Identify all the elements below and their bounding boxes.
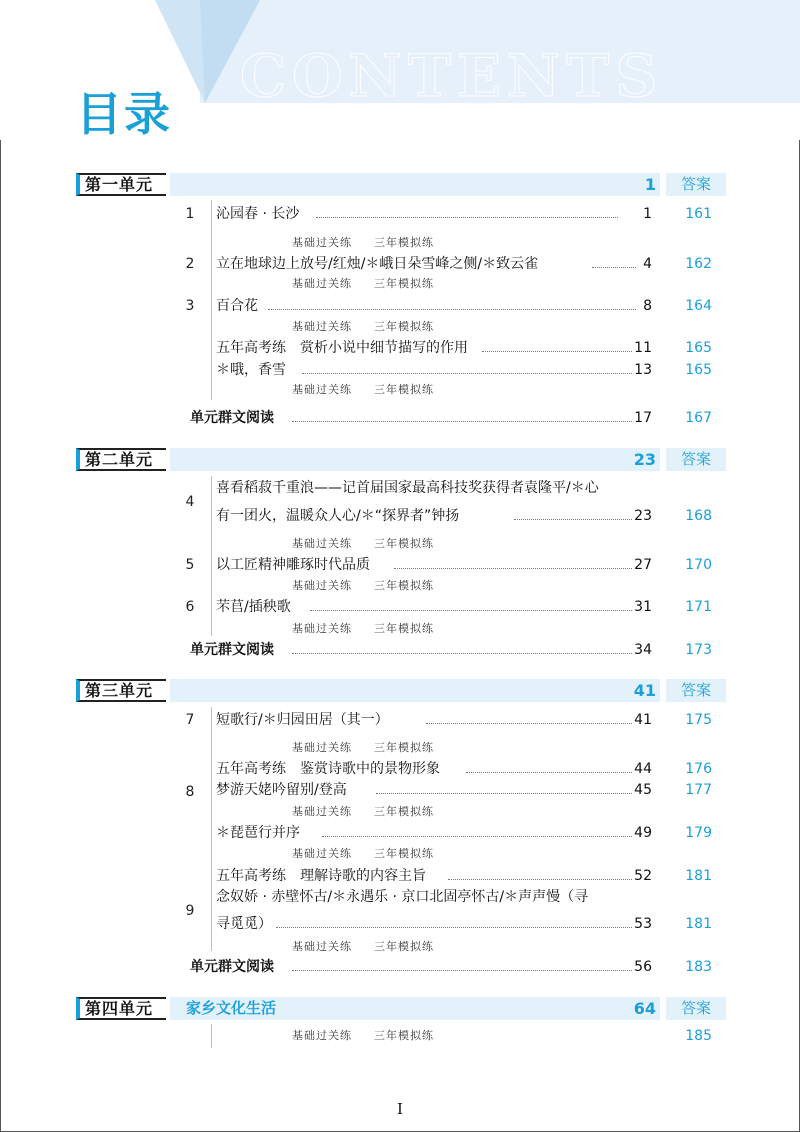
mock-practice-label: 三年模拟练 [374,622,434,635]
entry-page: 34 [634,642,652,658]
unit-page: 64 [633,999,656,1018]
lesson-number: 8 [185,784,195,800]
unit-header-3 [76,679,726,702]
answer-page: 181 [685,916,712,932]
entry-page: 41 [634,712,652,728]
practice-labels [292,236,456,250]
mock-practice-label: 三年模拟练 [374,940,434,953]
entry-page: 13 [634,362,652,378]
unit-header-1 [76,173,726,196]
toc-entry[interactable] [180,780,728,800]
basic-practice-label: 基础过关练 [292,579,352,592]
mock-practice-label: 三年模拟练 [374,236,434,249]
practice-labels [292,383,456,397]
toc-entry[interactable] [180,887,728,933]
answer-page: 167 [685,410,712,426]
basic-practice-label: 基础过关练 [292,537,352,550]
basic-practice-label: 基础过关练 [292,847,352,860]
unit-page: 41 [633,681,656,700]
answer-page: 173 [685,642,712,658]
unit-subtitle: 家乡文化生活 [186,999,277,1017]
entry-page: 52 [634,868,652,884]
mock-practice-label: 三年模拟练 [374,1029,434,1042]
answer-label: 答案 [666,173,726,196]
entry-title: 单元群文阅读 [190,410,274,426]
answer-page: 168 [685,508,712,524]
toc-entry[interactable] [180,204,728,224]
toc-entry[interactable] [180,1026,728,1046]
basic-practice-label: 基础过关练 [292,383,352,396]
answer-page: 183 [685,959,712,975]
leader-dots [292,421,632,422]
answer-page: 171 [685,599,712,615]
unit-name: 第一单元 [76,173,166,196]
entry-page: 23 [634,508,652,524]
entry-page: 45 [634,782,652,798]
answer-label: 答案 [666,997,726,1020]
leader-dots [482,351,632,352]
leader-dots [276,927,632,928]
entry-title-continued: 寻觅觅） [216,916,272,932]
mock-practice-label: 三年模拟练 [374,537,434,550]
practice-labels [292,940,456,954]
leader-dots [514,519,632,520]
toc-entry[interactable] [180,478,728,524]
answer-label: 答案 [666,679,726,702]
answer-label: 答案 [666,448,726,471]
toc-entry[interactable] [180,254,728,274]
answer-page: 177 [685,782,712,798]
answer-page: 176 [685,761,712,777]
contents-watermark: CONTENTS [240,42,664,110]
leader-dots [426,723,632,724]
answer-page: 175 [685,712,712,728]
leader-dots [292,970,632,971]
entry-page: 17 [634,410,652,426]
mock-practice-label: 三年模拟练 [374,847,434,860]
toc-entry[interactable] [180,408,728,428]
answer-page: 165 [685,362,712,378]
mock-practice-label: 三年模拟练 [374,383,434,396]
entry-title: 以工匠精神雕琢时代品质 [216,557,370,573]
toc-entry[interactable] [180,597,728,617]
entry-title: 单元群文阅读 [190,642,274,658]
unit-name: 第三单元 [76,679,166,702]
answer-page: 185 [685,1028,712,1044]
lesson-number: 6 [185,599,195,615]
unit-bar [170,679,660,702]
answer-page: 161 [685,206,712,222]
entry-page: 27 [634,557,652,573]
leader-dots [466,772,632,773]
basic-practice-label: 基础过关练 [292,236,352,249]
entry-title: 五年高考练 鉴赏诗歌中的景物形象 [216,761,440,777]
toc-entry[interactable] [180,759,728,779]
practice-labels [292,579,456,593]
entry-title-continued: 有一团火，温暖众人心/＊“探界者”钟扬 [216,508,460,524]
entry-title: 沁园春 · 长沙 [216,206,300,222]
basic-practice-label: 基础过关练 [292,940,352,953]
entry-title: ＊哦，香雪 [216,362,286,378]
leader-dots [448,879,632,880]
toc-entry[interactable] [180,957,728,977]
unit-header-2 [76,448,726,471]
lesson-number: 9 [185,903,195,919]
leader-dots [292,653,632,654]
entry-page: 11 [634,340,652,356]
basic-practice-label: 基础过关练 [292,320,352,333]
page-number: I [397,1100,403,1118]
entry-page: 8 [643,298,652,314]
basic-practice-label: 基础过关练 [292,741,352,754]
entry-page: 4 [643,256,652,272]
practice-labels [292,741,456,755]
entry-title: 立在地球边上放号/红烛/＊峨日朵雪峰之侧/＊致云雀 [216,256,539,272]
leader-dots [316,217,618,218]
toc-entry[interactable] [180,360,728,380]
entry-page: 53 [634,916,652,932]
toc-entry[interactable] [180,866,728,886]
entry-title: 喜看稻菽千重浪——记首届国家最高科技奖获得者袁隆平/＊心 [216,480,599,496]
leader-dots [310,610,632,611]
mock-practice-label: 三年模拟练 [374,741,434,754]
practice-labels [292,277,456,291]
entry-page: 44 [634,761,652,777]
toc-entry[interactable] [180,710,728,730]
answer-page: 164 [685,298,712,314]
practice-labels [292,320,456,334]
unit-bar [170,448,660,471]
basic-practice-label: 基础过关练 [292,805,352,818]
leader-dots [268,309,636,310]
toc-entry[interactable] [180,823,728,843]
answer-page: 162 [685,256,712,272]
toc-entry[interactable] [180,640,728,660]
leader-dots [322,836,632,837]
entry-title: 芣苢/插秧歌 [216,599,291,615]
header-banner [0,0,800,140]
entry-title: 念奴娇 · 赤壁怀古/＊永遇乐 · 京口北固亭怀古/＊声声慢（寻 [216,889,589,905]
mock-practice-label: 三年模拟练 [374,805,434,818]
toc-entry[interactable] [180,296,728,316]
answer-page: 181 [685,868,712,884]
mock-practice-label: 三年模拟练 [374,579,434,592]
entry-title: 单元群文阅读 [190,959,274,975]
practice-labels [292,847,456,861]
entry-title: 五年高考练 理解诗歌的内容主旨 [216,868,426,884]
entry-title: 短歌行/＊归园田居（其一） [216,712,389,728]
entry-title: 百合花 [216,298,258,314]
lesson-number: 5 [185,557,195,573]
entry-title: 五年高考练 赏析小说中细节描写的作用 [216,340,468,356]
answer-page: 170 [685,557,712,573]
basic-practice-label: 基础过关练 [292,622,352,635]
page-title: 目录 [76,87,172,141]
unit-name: 第二单元 [76,448,166,471]
mock-practice-label: 三年模拟练 [374,277,434,290]
entry-title: ＊琵琶行并序 [216,825,300,841]
entry-title: 梦游天姥吟留别/登高 [216,782,347,798]
leader-dots [394,568,632,569]
entry-page: 49 [634,825,652,841]
basic-practice-label: 基础过关练 [292,1029,352,1042]
mock-practice-label: 三年模拟练 [374,320,434,333]
lesson-number: 4 [185,494,195,510]
lesson-number: 2 [185,256,195,272]
practice-labels [292,537,456,551]
practice-labels [292,622,456,636]
practice-labels [292,805,456,819]
leader-dots [302,373,632,374]
unit-page: 23 [633,450,656,469]
leader-dots [376,793,632,794]
lesson-number: 7 [185,712,195,728]
toc-entry[interactable] [180,555,728,575]
lesson-number: 1 [185,206,195,222]
unit-header-4 [76,997,726,1020]
answer-page: 179 [685,825,712,841]
unit-bar [170,173,660,196]
entry-page: 1 [643,206,652,222]
lesson-number: 3 [185,298,195,314]
answer-page: 165 [685,340,712,356]
unit-page: 1 [644,175,656,194]
entry-page: 56 [634,959,652,975]
toc-entry[interactable] [180,338,728,358]
entry-page: 31 [634,599,652,615]
unit-name: 第四单元 [76,997,166,1020]
basic-practice-label: 基础过关练 [292,277,352,290]
